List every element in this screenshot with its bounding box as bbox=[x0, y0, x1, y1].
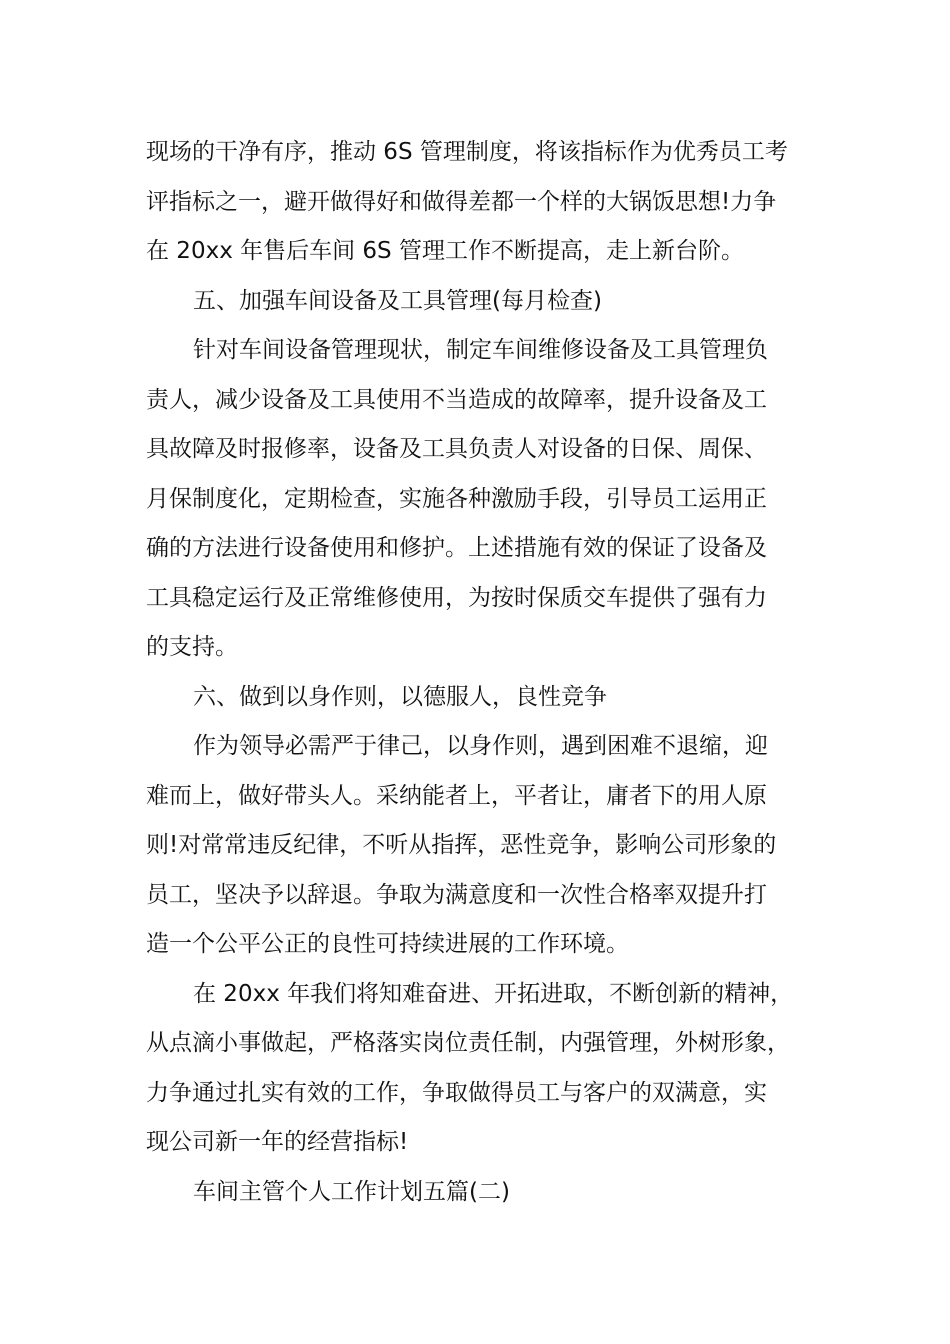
text-line: 在 20xx 年我们将知难奋进、开拓进取，不断创新的精神， bbox=[193, 980, 794, 1007]
text-line: 具故障及时报修率，设备及工具负责人对设备的日保、周保、 bbox=[146, 436, 767, 462]
text-line: 从点滴小事做起，严格落实岗位责任制，内强管理，外树形象， bbox=[146, 1030, 790, 1056]
text-line: 针对车间设备管理现状，制定车间维修设备及工具管理负 bbox=[193, 337, 768, 363]
text-line: 工具稳定运行及正常维修使用，为按时保质交车提供了强有力 bbox=[146, 584, 767, 611]
document-title: 车间主管个人工作计划五篇(二) bbox=[193, 1178, 510, 1205]
text-line: 力争通过扎实有效的工作，争取做得员工与客户的双满意，实 bbox=[146, 1079, 767, 1106]
text-line: 员工，坚决予以辞退。争取为满意度和一次性合格率双提升打 bbox=[146, 881, 767, 908]
text-line: 评指标之一，避开做得好和做得差都一个样的大锅饭思想!力争 bbox=[146, 188, 777, 215]
section-heading-5: 五、加强车间设备及工具管理(每月检查) bbox=[193, 287, 602, 314]
text-line: 造一个公平公正的良性可持续进展的工作环境。 bbox=[146, 931, 629, 957]
text-line: 现公司新一年的经营指标! bbox=[146, 1129, 409, 1155]
document-body bbox=[146, 128, 818, 1217]
text-line: 作为领导必需严于律己，以身作则，遇到困难不退缩，迎 bbox=[193, 733, 768, 759]
text-line: 在 20xx 年售后车间 6S 管理工作不断提高，走上新台阶。 bbox=[146, 238, 744, 264]
text-line: 现场的干净有序，推动 6S 管理制度，将该指标作为优秀员工考 bbox=[146, 139, 788, 165]
text-line: 责人，减少设备及工具使用不当造成的故障率，提升设备及工 bbox=[146, 386, 767, 413]
section-heading-6: 六、做到以身作则，以德服人，良性竞争 bbox=[193, 683, 607, 710]
text-line: 月保制度化，定期检查，实施各种激励手段，引导员工运用正 bbox=[146, 485, 767, 512]
text-line: 确的方法进行设备使用和修护。上述措施有效的保证了设备及 bbox=[146, 535, 767, 561]
text-line: 则!对常常违反纪律，不听从指挥，恶性竞争，影响公司形象的 bbox=[146, 832, 777, 858]
text-line: 的支持。 bbox=[146, 634, 238, 660]
text-line: 难而上，做好带头人。采纳能者上，平者让，庸者下的用人原 bbox=[146, 782, 767, 809]
